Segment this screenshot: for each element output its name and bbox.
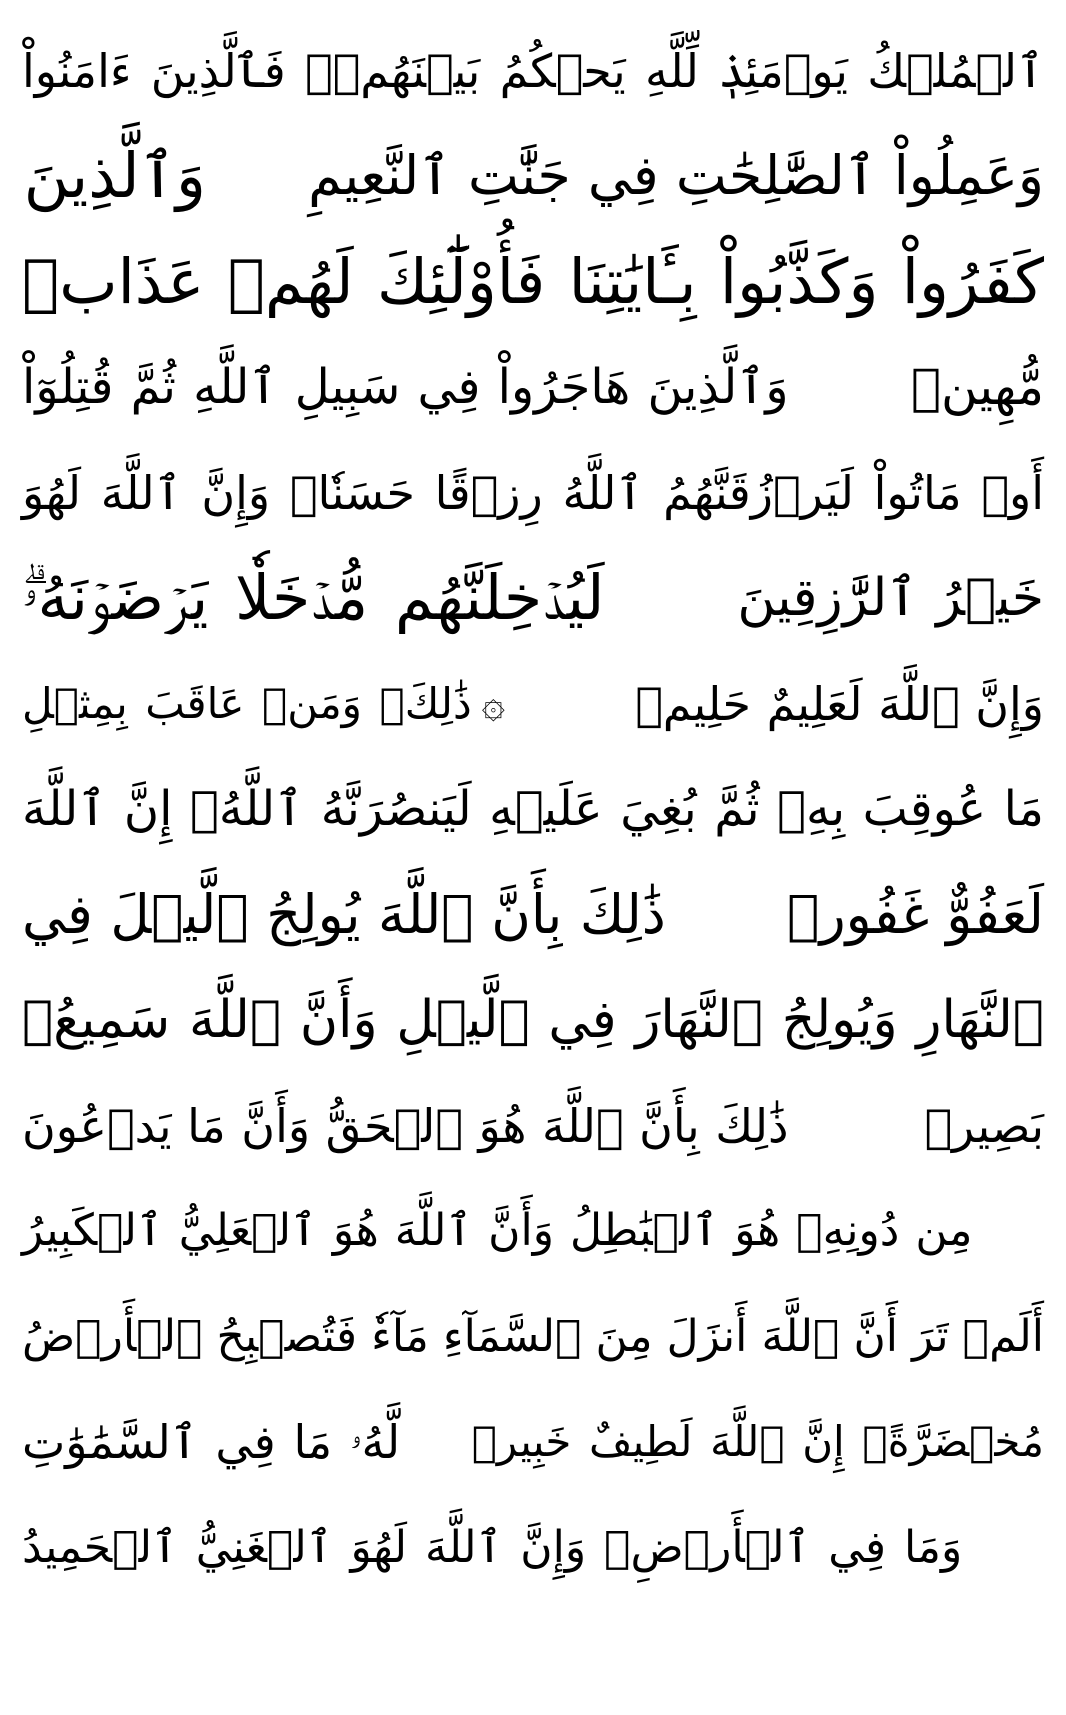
line-1-segment-1: ٱلۡمُلۡكُ يَوۡمَئِذٖ لِّلَّهِ يَحۡكُمُ بَيۡنَهُمۡۚ فَٱلَّذِينَ ءَامَنُواْ: [22, 43, 1044, 98]
text-line-2: [22, 124, 1044, 230]
text-line-12: [22, 1179, 1044, 1285]
line-3-segment-1: كَفَرُواْ وَكَذَّبُواْ بِـَٔايَٰتِنَا فَأُوْلَٰٓئِكَ لَهُمۡ عَذَابٞ: [22, 244, 1044, 318]
text-line-7: [22, 651, 1044, 757]
text-line-14: [22, 1390, 1044, 1496]
line-14-segment-2: لَّهُۥ مَا فِي ٱلسَّمَٰوَٰتِ: [22, 1415, 401, 1470]
line-7-segment-1: وَإِنَّ ٱللَّهَ لَعَلِيمٌ حَلِيمٞ: [635, 676, 1044, 731]
line-12-segment-1: مِن دُونِهِۦ هُوَ ٱلۡبَٰطِلُ وَأَنَّ ٱللَّهَ هُوَ ٱلۡعَلِيُّ ٱلۡكَبِيرُ: [22, 1205, 973, 1257]
text-line-8: [22, 757, 1044, 863]
line-9-segment-1: لَعَفُوٌّ غَفُورٞ: [787, 882, 1044, 946]
text-line-1: [22, 18, 1044, 124]
text-line-3: [22, 229, 1044, 335]
line-4-segment-2: وَٱلَّذِينَ هَاجَرُواْ فِي سَبِيلِ ٱللَّهِ ثُمَّ قُتِلُوٓاْ: [22, 359, 789, 416]
text-line-4: [22, 335, 1044, 441]
text-line-9: [22, 862, 1044, 968]
line-4-segment-1: مُّهِينٞ: [911, 358, 1044, 417]
line-13-segment-1: أَلَمۡ تَرَ أَنَّ ٱللَّهَ أَنزَلَ مِنَ ٱلسَّمَآءِ مَآءٗ فَتُصۡبِحُ ٱلۡأَرۡضُ: [22, 1310, 1044, 1362]
line-15-segment-1: وَمَا فِي ٱلۡأَرۡضِۚ وَإِنَّ ٱللَّهَ لَهُوَ ٱلۡغَنِيُّ ٱلۡحَمِيدُ: [22, 1521, 963, 1573]
line-2-segment-2: وَٱلَّذِينَ: [23, 139, 206, 213]
rub-el-hizb-marker: ۞: [481, 680, 506, 727]
text-line-10: [22, 968, 1044, 1074]
line-11-segment-1: بَصِيرٞ: [924, 1098, 1044, 1153]
text-line-15: [22, 1495, 1044, 1601]
text-line-5: [22, 440, 1044, 546]
text-line-6: [22, 546, 1044, 652]
line-5-segment-1: أَوۡ مَاتُواْ لَيَرۡزُقَنَّهُمُ ٱللَّهُ رِزۡقًا حَسَنٗاۚ وَإِنَّ ٱللَّهَ لَهُوَ: [22, 465, 1044, 520]
line-8-segment-1: مَا عُوقِبَ بِهِۦ ثُمَّ بُغِيَ عَلَيۡهِ لَيَنصُرَنَّهُ ٱللَّهُۚ إِنَّ ٱللَّهَ: [22, 781, 1044, 838]
line-2-segment-1: وَعَمِلُواْ ٱلصَّٰلِحَٰتِ فِي جَنَّٰتِ ٱلنَّعِيمِ: [308, 144, 1044, 208]
line-7-segment-2: ذَٰلِكَۖ وَمَنۡ عَاقَبَ بِمِثۡلِ: [22, 678, 472, 728]
line-6-segment-2: لَيُدۡخِلَنَّهُم مُّدۡخَلٗا يَرۡضَوۡنَهُۥۗ: [22, 561, 605, 635]
line-10-segment-1: ٱلنَّهَارِ وَيُولِجُ ٱلنَّهَارَ فِي ٱلَّيۡلِ وَأَنَّ ٱللَّهَ سَمِيعُۢ: [22, 990, 1044, 1051]
line-11-segment-2: ذَٰلِكَ بِأَنَّ ٱللَّهَ هُوَ ٱلۡحَقُّ وَأَنَّ مَا يَدۡعُونَ: [22, 1098, 789, 1153]
line-6-segment-1: خَيۡرُ ٱلرَّٰزِقِينَ: [737, 568, 1044, 629]
text-line-11: [22, 1073, 1044, 1179]
text-line-13: [22, 1284, 1044, 1390]
line-14-segment-1: مُخۡضَرَّةًۚ إِنَّ ٱللَّهَ لَطِيفٌ خَبِيرٞ: [471, 1417, 1044, 1467]
line-9-segment-2: ذَٰلِكَ بِأَنَّ ٱللَّهَ يُولِجُ ٱلَّيۡلَ فِي: [22, 882, 666, 946]
